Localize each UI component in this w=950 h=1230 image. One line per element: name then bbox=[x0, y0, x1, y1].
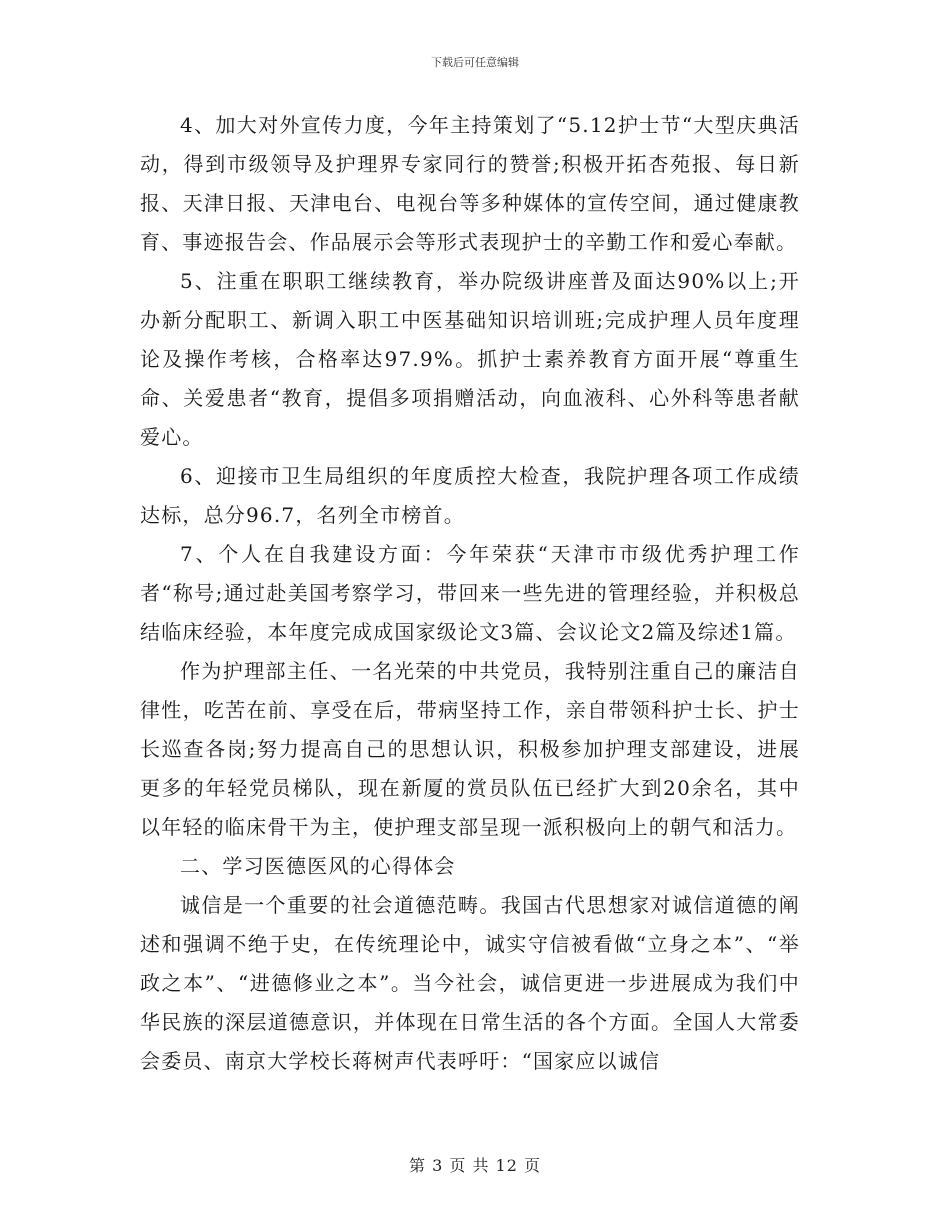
section-heading: 二、学习医德医风的心得体会 bbox=[180, 854, 456, 878]
paragraph-integrity: 诚信是一个重要的社会道德范畴。我国古代思想家对诚信道德的阐述和强调不绝于史，在传统理论中，诚实守信被看做“立身之本”、“举政之本”、“进德修业之本”。当今社会，诚信更进一步进展成为我们中华民族的深层道德意识，并体现在日常生活的各个方面。全国人大常委会委员、南京大学校长蒋树声代表呼吁：“国家应以诚信 bbox=[140, 893, 800, 1073]
paragraph-item-6: 6、迎接市卫生局组织的年度质控大检查，我院护理各项工作成绩达标，总分96.7，名列全市榜首。 bbox=[140, 464, 800, 527]
paragraph-party-member: 作为护理部主任、一名光荣的中共党员，我特别注重自己的廉洁自律性，吃苦在前、享受在后，带病坚持工作，亲自带领科护士长、护士长巡查各岗;努力提高自己的思想认识，积极参加护理支部建设，进展更多的年轻党员梯队，现在新厦的赏员队伍已经扩大到20余名，其中以年轻的临床骨干为主，使护理支部呈现一派积极向上的朝气和活力。 bbox=[140, 659, 800, 839]
paragraph-item-7: 7、个人在自我建设方面：今年荣获“天津市市级优秀护理工作者“称号;通过赴美国考察学习，带回来一些先进的管理经验，并积极总结临床经验，本年度完成成国家级论文3篇、会议论文2篇及综述1篇。 bbox=[140, 542, 800, 644]
paragraph-item-5: 5、注重在职职工继续教育，举办院级讲座普及面达90%以上;开办新分配职工、新调入职工中医基础知识培训班;完成护理人员年度理论及操作考核，合格率达97.9%。抓护士素养教育方面开展“尊重生命、关爱患者“教育，提倡多项捐赠活动，向血液科、心外科等患者献爱心。 bbox=[140, 269, 800, 449]
page-header: 下载后可任意编辑 bbox=[431, 56, 519, 69]
document-body bbox=[140, 106, 800, 1081]
page-number-footer: 第 3 页 共 12 页 bbox=[409, 1156, 541, 1175]
paragraph-item-4: 4、加大对外宣传力度，今年主持策划了“5.12护士节“大型庆典活动，得到市级领导及护理界专家同行的赞誉;积极开拓杏苑报、每日新报、天津日报、天津电台、电视台等多种媒体的宣传空间，通过健康教育、事迹报告会、作品展示会等形式表现护士的辛勤工作和爱心奉献。 bbox=[140, 113, 800, 254]
